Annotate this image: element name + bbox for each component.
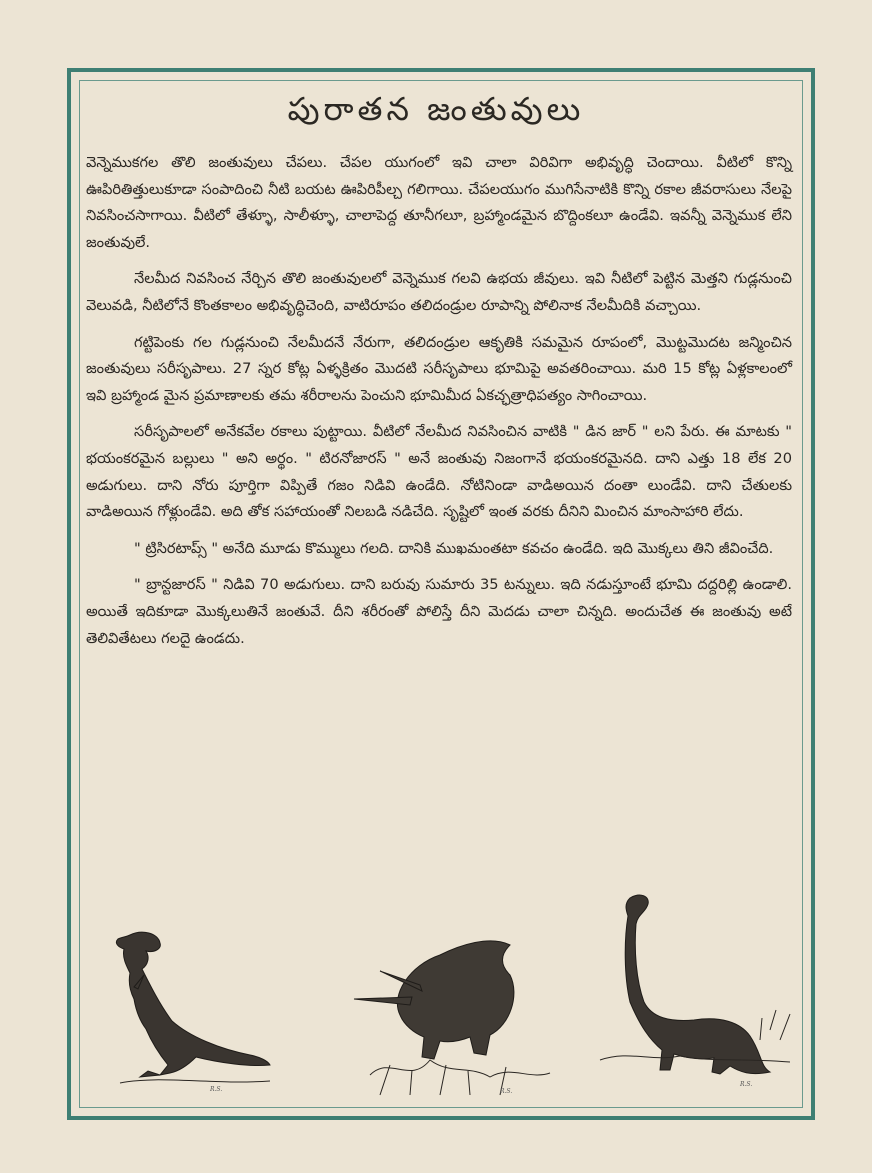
paragraph-amphibians: నేలమీద నివసించ నేర్చిన తొలి జంతువులలో వెన్నెముక గలవి ఉభయ జీవులు. ఇవి నీటిలో పెట్టిన మెత్తని గుడ్లనుంచి వెలువడి, నీటిలోనే కొంతకాలం అభివృద్ధిచెంది, వాటిరూపం తలిదండ్రుల రూపాన్ని పోలినాక నేలమీదికి వచ్చాయి.: [86, 270, 792, 314]
paragraph-triceratops: " ట్రిసిరటాప్స్ " అనేది మూడు కొమ్ములు గలది. దానికి ముఖమంతటా కవచం ఉండేది. ఇది మొక్కలు తిని జీవించేది.: [134, 539, 774, 557]
svg-text:R.S.: R.S.: [740, 1081, 753, 1088]
page-title: పురాతన జంతువులు: [287, 90, 585, 128]
paragraph-dinosaurs: సరీసృపాలలో అనేకవేల రకాలు పుట్టాయి. వీటిలో నేలమీద నివసించిన వాటికి " డిన జార్ " లని పేరు. ఈ మాటకు " భయంకరమైన బల్లులు " అని అర్థం. " టిరనోజారస్ " అనే జంతువు నిజంగానే భయంకరమైనది. దాని ఎత్తు 18 లేక 20 అడుగులు. దాని నోరు పూర్తిగా విప్పితే గజం నిడివి ఉండేది. నోటినిండా వాడిఅయిన దంతా లుండేవి. దాని చేతులకు వాడిఅయిన గోళ్లుండేవి. అది తోక సహాయంతో నిలబడి నడిచేది. సృష్టిలో ఇంత వరకు దీనిని మించిన మాంసాహారి లేదు.: [86, 423, 792, 521]
triceratops-illustration: [350, 925, 570, 1100]
svg-text:R.S.: R.S.: [210, 1086, 223, 1093]
svg-text:R.S.: R.S.: [500, 1088, 513, 1095]
paragraph-reptiles: గట్టిపెంకు గల గుడ్లనుంచి నేలమీదనే నేరుగా, తలిదండ్రుల ఆకృతికి సమమైన రూపంలో, మొట్టమొదట జన్మించిన జంతువులు సరీసృపాలు. 27 స్నర కోట్ల ఏళ్ళక్రితం మొదటి సరీసృపాలు భూమిపై అవతరించాయి. మరి 15 కోట్ల ఏళ్లకాలంలో ఇవి బ్రహ్మాండ మైన ప్రమాణాలకు తమ శరీరాలను పెంచుని భూమిమీద ఏకచ్ఛత్రాధిపత్యం సాగించాయి.: [86, 333, 792, 404]
paragraph-fish: వెన్నెముకగల తొలి జంతువులు చేపలు. చేపల యుగంలో ఇవి చాలా విరివిగా అభివృద్ధి చెందాయి. వీటిలో కొన్ని ఊపిరితిత్తులుకూడా సంపాదించి నీటి బయట ఊపిరిపీల్చ గలిగాయి. చేపలయుగం ముగిసేనాటికి కొన్ని రకాల జీవరాసులు నేలపై నివసించసాగాయి. వీటిలో తేళ్ళూ, సాలీళ్ళూ, చాలాపెద్ద తూనీగలూ, బ్రహ్మాండమైన బొద్దింకలూ ఉండేవి. ఇవన్నీ వెన్నెముక లేని జంతువులే.: [86, 154, 792, 251]
article-body: [86, 150, 792, 652]
tyrannosaurus-illustration: [100, 925, 280, 1095]
paragraph-brontosaurus: " బ్రాన్టజారస్ " నిడివి 70 అడుగులు. దాని బరువు సుమారు 35 టన్నులు. ఇది నడుస్తూంటే భూమి దద్దరిల్లి ఉండాలి. అయితే ఇదికూడా మొక్కలుతినే జంతువే. దీని శరీరంతో పోలిస్తే దీని మెదడు చాలా చిన్నది. అందుచేత ఈ జంతువు అటే తెలివితేటలు గలదై ఉండదు.: [86, 576, 792, 647]
brontosaurus-illustration: [590, 890, 805, 1095]
